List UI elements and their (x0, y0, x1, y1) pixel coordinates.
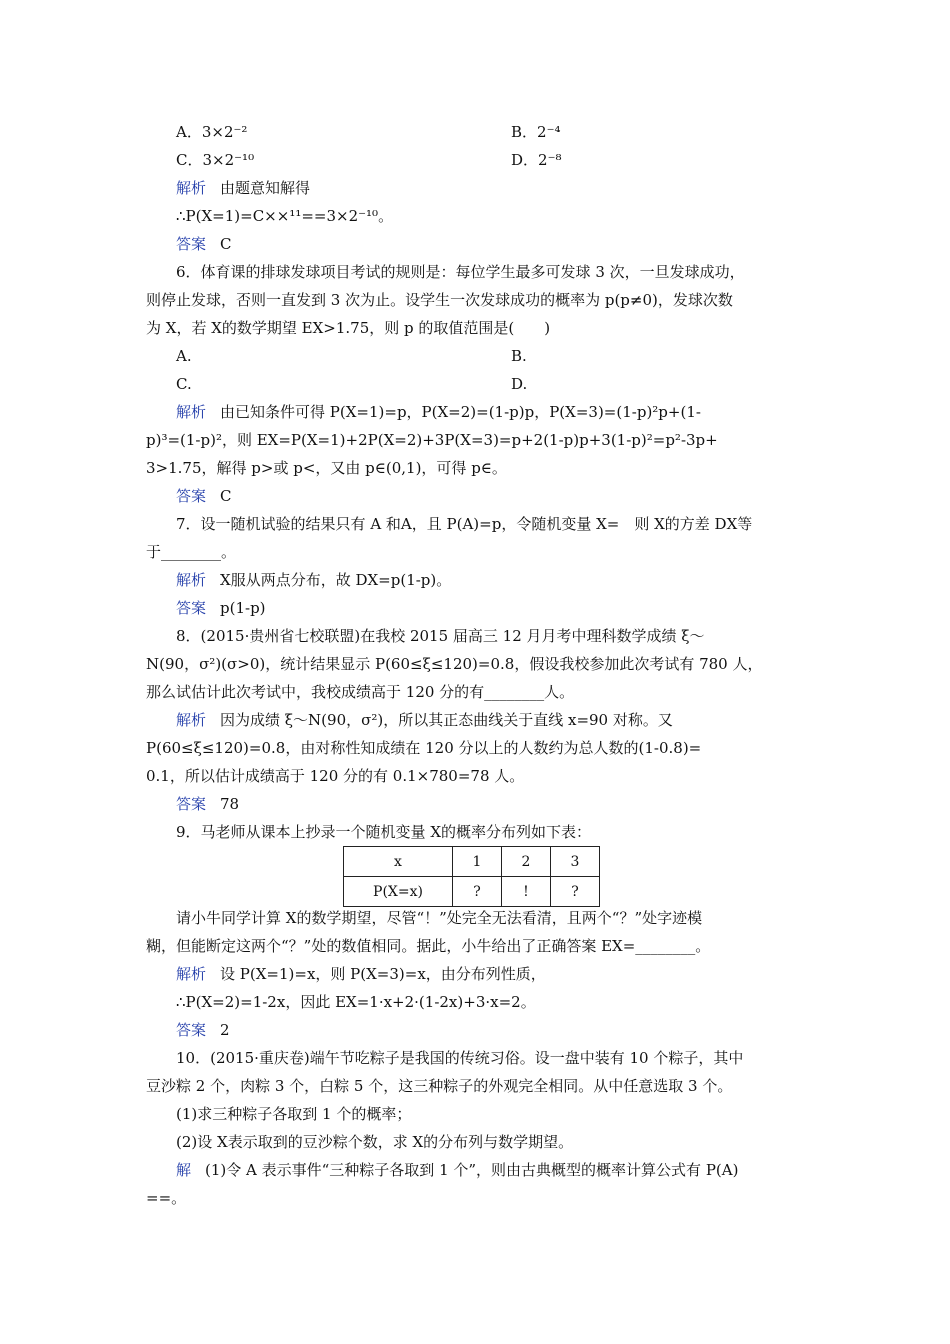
line-text: (1)令 A 表示事件“三种粽子各取到 1 个”，则由古典概型的概率计算公式有 P(A) (205, 1161, 739, 1179)
q9-line-3 (146, 936, 810, 956)
line-text: 因为成绩 ξ～N(90，σ²)，所以其正态曲线关于直线 x=90 对称。又 (220, 711, 673, 729)
q9-answer (176, 1020, 840, 1040)
q10-line-2 (146, 1076, 810, 1096)
table-cell: x (344, 847, 453, 877)
line-text: 10．(2015·重庆卷)端午节吃粽子是我国的传统习俗。设一盘中装有 10 个粽子，其中 (176, 1049, 744, 1067)
q5-option-d (511, 150, 950, 170)
q5-analysis (176, 178, 840, 198)
line-text: P(60≤ξ≤120)=0.8，由对称性知成绩在 120 分以上的人数约为总人数的(1-0.8)= (146, 739, 702, 757)
q8-answer (176, 794, 840, 814)
table-cell: 2 (502, 847, 551, 877)
section-label: 解析 (176, 965, 207, 983)
line-text: 由题意知解得 (220, 179, 311, 197)
table-cell: ! (502, 877, 551, 907)
q6-line-3 (146, 318, 810, 338)
line-text: C. (176, 375, 192, 393)
line-text: X服从两点分布，故 DX=p(1-p)。 (220, 571, 452, 589)
line-text: 请小牛同学计算 X的数学期望，尽管“！”处完全无法看清，且两个“？”处字迹模 (176, 909, 703, 927)
section-label: 答案 (176, 487, 207, 505)
q7-line-1 (176, 514, 840, 534)
line-text: ==。 (146, 1189, 187, 1207)
q6-option-b (511, 346, 950, 366)
line-text: ∴P(X=1)=C××¹¹==3×2⁻¹⁰。 (176, 207, 394, 225)
line-text: D. (511, 375, 528, 393)
section-label: 答案 (176, 1021, 207, 1039)
line-text: C (220, 487, 232, 505)
q9-line-1 (176, 822, 840, 842)
q10-solution-1 (176, 1160, 840, 1180)
section-label: 答案 (176, 795, 207, 813)
q8-line-3 (146, 682, 810, 702)
line-text: 8．(2015·贵州省七校联盟)在我校 2015 届高三 12 月月考中理科数学成绩 ξ～ (176, 627, 705, 645)
q10-solution-2 (146, 1188, 810, 1208)
q8-line-2 (146, 654, 810, 674)
line-text: ∴P(X=2)=1-2x，因此 EX=1·x+2·(1-2x)+3·x=2。 (176, 993, 536, 1011)
q6-answer (176, 486, 840, 506)
line-text: 那么试估计此次考试中，我校成绩高于 120 分的有________人。 (146, 683, 575, 701)
q7-answer (176, 598, 840, 618)
section-label: 解析 (176, 179, 207, 197)
table-cell: 3 (551, 847, 600, 877)
table-cell: ? (453, 877, 502, 907)
q8-analysis-3 (146, 766, 810, 786)
line-text: 0.1，所以估计成绩高于 120 分的有 0.1×780=78 人。 (146, 767, 525, 785)
table-cell: 1 (453, 847, 502, 877)
q10-part-1 (176, 1104, 840, 1124)
line-text: 豆沙粽 2 个，肉粽 3 个，白粽 5 个，这三种粽子的外观完全相同。从中任意选取 3 个。 (146, 1077, 733, 1095)
line-text: 于________。 (146, 543, 237, 561)
line-text: 糊，但能断定这两个“？”处的数值相同。据此，小牛给出了正确答案 EX=________。 (146, 937, 711, 955)
line-text: p)³=(1-p)²，则 EX=P(X=1)+2P(X=2)+3P(X=3)=p+2(1-p)p+3(1-p)²=p²-3p+ (146, 431, 718, 449)
table-header-row (344, 847, 600, 877)
q5-answer (176, 234, 840, 254)
q6-analysis-1 (176, 402, 840, 422)
q6-line-1 (176, 262, 840, 282)
section-label: 解析 (176, 403, 207, 421)
q8-analysis-1 (176, 710, 840, 730)
q5-option-b (511, 122, 950, 142)
line-text: p(1-p) (220, 599, 266, 617)
line-text: 2 (220, 1021, 230, 1039)
table-cell: P(X=x) (344, 877, 453, 907)
q8-analysis-2 (146, 738, 810, 758)
line-text: 7．设一随机试验的结果只有 A 和A，且 P(A)=p，令随机变量 X= 则 X的方差 DX等 (176, 515, 753, 533)
q6-analysis-2 (146, 430, 810, 450)
line-text: (1)求三种粽子各取到 1 个的概率； (176, 1105, 412, 1123)
q6-option-d (511, 374, 950, 394)
q6-line-2 (146, 290, 810, 310)
line-text: 由已知条件可得 P(X=1)=p，P(X=2)=(1-p)p，P(X=3)=(1-p)²p+(1- (220, 403, 701, 421)
line-text: 为 X，若 X的数学期望 EX>1.75，则 p 的取值范围是( ) (146, 319, 551, 337)
line-text: C (220, 235, 232, 253)
line-text: D．2⁻⁸ (511, 151, 562, 169)
section-label: 答案 (176, 599, 207, 617)
probability-distribution-table (343, 846, 600, 907)
q10-line-1 (176, 1048, 840, 1068)
line-text: A．3×2⁻² (176, 123, 248, 141)
line-text: B. (511, 347, 527, 365)
q7-analysis (176, 570, 840, 590)
line-text: (2)设 X表示取到的豆沙粽个数，求 X的分布列与数学期望。 (176, 1133, 574, 1151)
q10-part-2 (176, 1132, 840, 1152)
line-text: 3>1.75，解得 p>或 p<，又由 p∈(0,1)，可得 p∈。 (146, 459, 507, 477)
table-cell: ? (551, 877, 600, 907)
q9-analysis-1 (176, 964, 840, 984)
q8-line-1 (176, 626, 840, 646)
line-text: A. (176, 347, 192, 365)
line-text: 9．马老师从课本上抄录一个随机变量 X的概率分布列如下表： (176, 823, 591, 841)
section-label: 答案 (176, 235, 207, 253)
line-text: 则停止发球，否则一直发到 3 次为止。设学生一次发球成功的概率为 p(p≠0)，发球次数 (146, 291, 733, 309)
q5-analysis-2 (176, 206, 840, 226)
q9-analysis-2 (176, 992, 840, 1012)
line-text: N(90，σ²)(σ>0)，统计结果显示 P(60≤ξ≤120)=0.8，假设我校参加此次考试有 780 人， (146, 655, 763, 673)
section-label: 解析 (176, 711, 207, 729)
table-row (344, 877, 600, 907)
line-text: 6．体育课的排球发球项目考试的规则是：每位学生最多可发球 3 次，一旦发球成功， (176, 263, 745, 281)
q6-analysis-3 (146, 458, 810, 478)
section-label: 解析 (176, 571, 207, 589)
line-text: 78 (220, 795, 240, 813)
line-text: B．2⁻⁴ (511, 123, 561, 141)
line-text: C．3×2⁻¹⁰ (176, 151, 255, 169)
section-label: 解 (176, 1161, 192, 1179)
line-text: 设 P(X=1)=x，则 P(X=3)=x，由分布列性质， (220, 965, 546, 983)
q7-line-2 (146, 542, 810, 562)
q9-line-2 (176, 908, 840, 928)
